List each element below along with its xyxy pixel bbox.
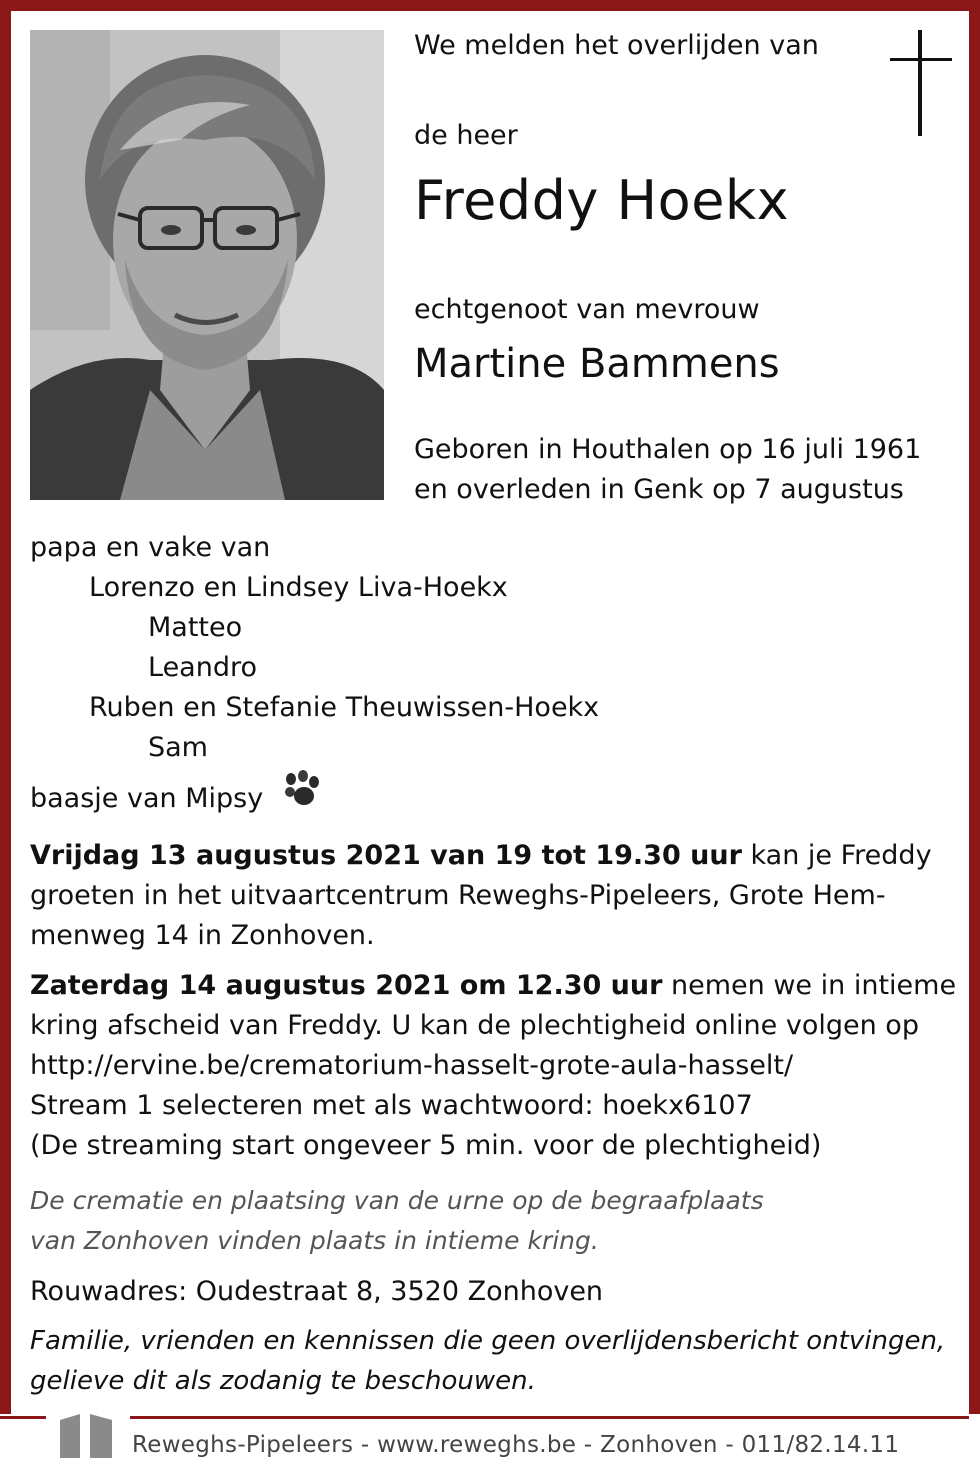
footer-rule-left bbox=[0, 1416, 46, 1419]
portrait-photo bbox=[30, 30, 384, 500]
closing-line1: Familie, vrienden en kennissen die geen overlijdensbericht ontvingen, bbox=[30, 1326, 946, 1356]
stream-note: (De streaming start ongeveer 5 min. voor de plechtigheid) bbox=[30, 1130, 822, 1161]
mourning-address: Rouwadres: Oudestraat 8, 3520 Zonhoven bbox=[30, 1276, 604, 1307]
family-member: Matteo bbox=[148, 612, 243, 643]
died-text: en overleden in Genk op 7 augustus bbox=[414, 474, 904, 505]
deceased-name: Freddy Hoekx bbox=[414, 169, 790, 232]
announce-text: We melden het overlijden van bbox=[414, 30, 819, 61]
stream-password: Stream 1 selecteren met als wachtwoord: hoekx6107 bbox=[30, 1090, 753, 1121]
spouse-name: Martine Bammens bbox=[414, 341, 780, 387]
pet-text: baasje van Mipsy bbox=[30, 783, 264, 814]
visitation-line3: menweg 14 in Zonhoven. bbox=[30, 920, 375, 951]
family-member: Leandro bbox=[148, 652, 258, 683]
family-member: Lorenzo en Lindsey Liva-Hoekx bbox=[89, 572, 508, 603]
title-text: de heer bbox=[414, 120, 518, 151]
funeral-home-logo-icon bbox=[58, 1410, 114, 1458]
visitation-line1 bbox=[30, 842, 932, 869]
footer-contact: Reweghs-Pipeleers - www.reweghs.be - Zonhoven - 011/82.14.11 bbox=[132, 1432, 900, 1458]
ceremony-line1 bbox=[30, 972, 956, 999]
cremation-line2: van Zonhoven vinden plaats in intieme kring. bbox=[30, 1226, 599, 1255]
footer-rule bbox=[130, 1416, 969, 1419]
born-text: Geboren in Houthalen op 16 juli 1961 bbox=[414, 434, 922, 465]
stream-url[interactable]: http://ervine.be/crematorium-hasselt-grote-aula-hasselt/ bbox=[30, 1050, 794, 1081]
ceremony-date: Zaterdag 14 augustus 2021 om 12.30 uur bbox=[30, 970, 663, 1001]
ceremony-line1-rest: nemen we in intieme bbox=[662, 970, 957, 1001]
cremation-line1: De crematie en plaatsing van de urne op de begraafplaats bbox=[30, 1186, 764, 1215]
visitation-line1-rest: kan je Freddy bbox=[741, 840, 932, 871]
paw-icon bbox=[282, 770, 322, 810]
cross-icon bbox=[890, 30, 952, 136]
visitation-date: Vrijdag 13 augustus 2021 van 19 tot 19.30 uur bbox=[30, 840, 742, 871]
closing-line2: gelieve dit als zodanig te beschouwen. bbox=[30, 1366, 536, 1396]
family-member: Ruben en Stefanie Theuwissen-Hoekx bbox=[89, 692, 600, 723]
visitation-line2: groeten in het uitvaartcentrum Reweghs-Pipeleers, Grote Hem- bbox=[30, 880, 886, 911]
family-member: Sam bbox=[148, 732, 208, 763]
spouse-intro: echtgenoot van mevrouw bbox=[414, 294, 760, 325]
family-intro: papa en vake van bbox=[30, 532, 271, 563]
ceremony-line2: kring afscheid van Freddy. U kan de plechtigheid online volgen op bbox=[30, 1010, 919, 1041]
